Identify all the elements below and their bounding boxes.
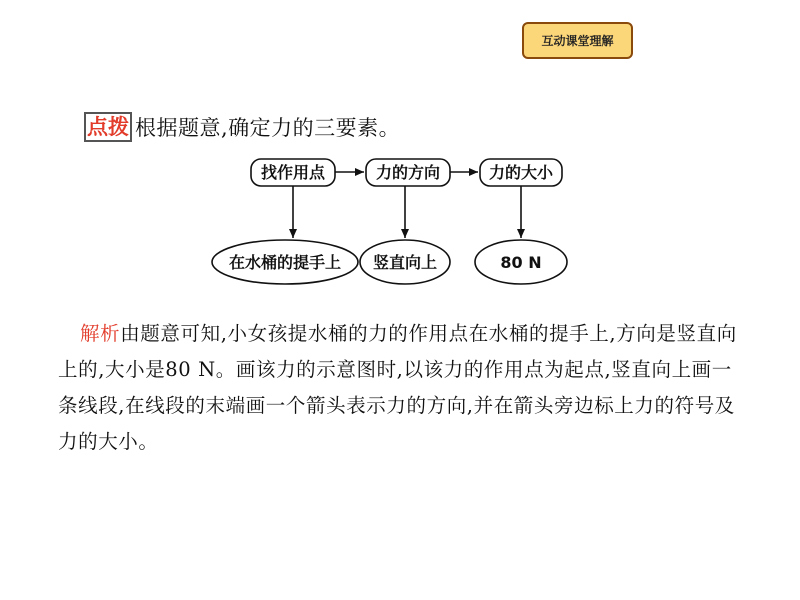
step-label-direction: 力的方向	[375, 163, 441, 182]
hint-text: 根据题意,确定力的三要素。	[135, 116, 401, 140]
answer-label-point: 在水桶的提手上	[228, 253, 342, 272]
analysis-tag: 解析	[80, 322, 121, 345]
answer-label-magnitude: 80 N	[500, 253, 542, 272]
analysis-paragraph	[58, 316, 738, 460]
step-label-point: 找作用点	[260, 163, 326, 182]
analysis-text: 由题意可知,小女孩提水桶的力的作用点在水桶的提手上,方向是竖直向上的,大小是80 N。画该力的示意图时,以该力的作用点为起点,竖直向上画一条线段,在线段的末端画一个箭头表示力的方向,并在箭头旁边标上力的符号及力的大小。	[58, 322, 737, 453]
section-badge-label: 互动课堂理解	[541, 34, 614, 48]
answer-label-direction: 竖直向上	[372, 253, 438, 272]
hint-tag: 点拨	[84, 112, 132, 142]
step-label-magnitude: 力的大小	[488, 163, 554, 182]
